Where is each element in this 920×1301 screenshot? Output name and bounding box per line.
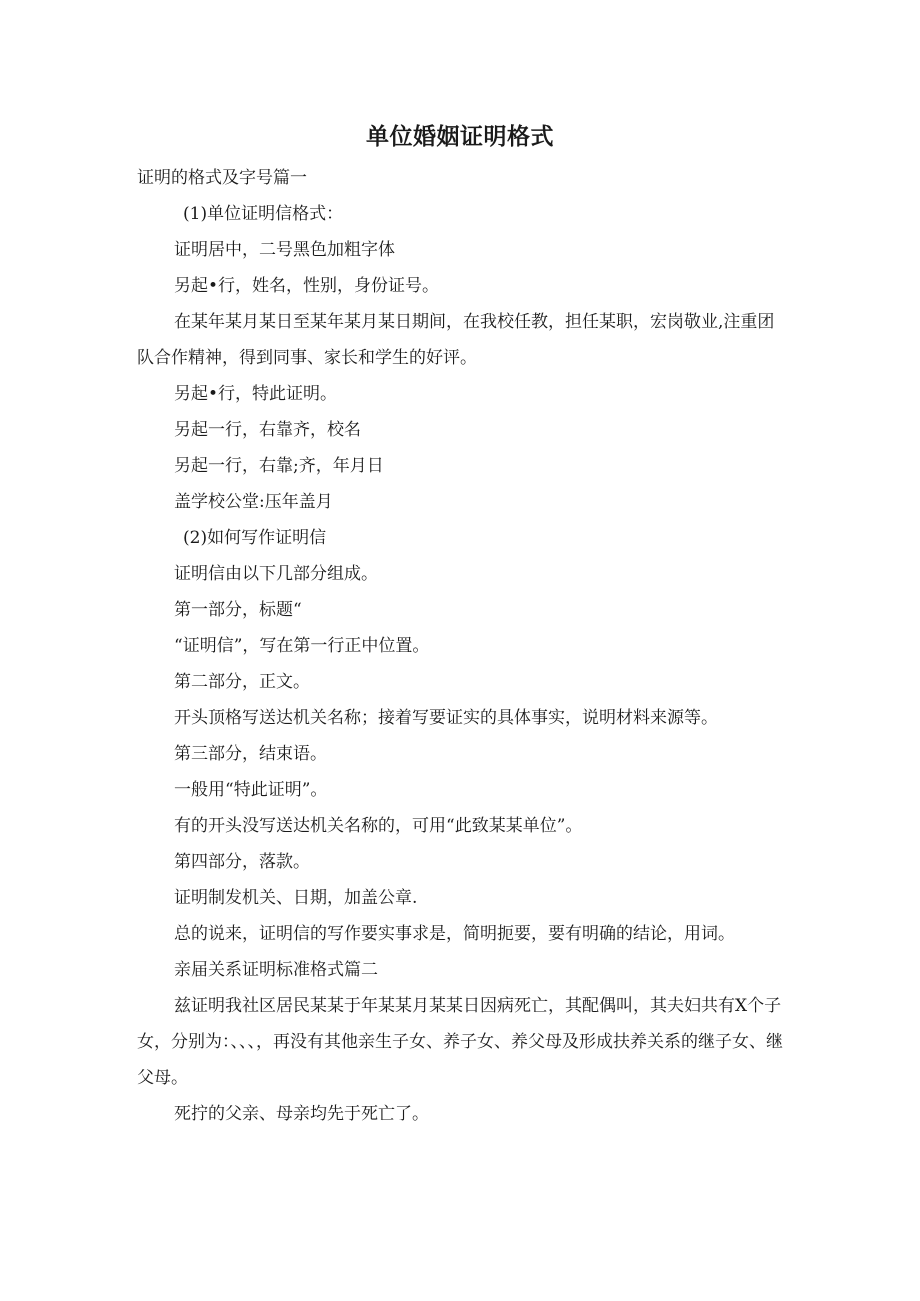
section-heading: 证明的格式及字号篇一 <box>137 168 307 188</box>
document-body <box>137 160 787 1132</box>
paragraph: 第三部分，结束语。 <box>174 744 327 764</box>
paragraph: 证明制发机关、日期，加盖公章. <box>174 888 418 908</box>
paragraph: 有的开头没写送达机关名称的，可用“此致某某单位”。 <box>174 816 583 836</box>
paragraph: 第二部分，正文。 <box>174 672 310 692</box>
paragraph: 死拧的父亲、母亲均先于死亡了。 <box>174 1104 429 1124</box>
paragraph: 盖学校公堂:压年盖月 <box>174 492 333 512</box>
section-heading: 亲届关系证明标准格式篇二 <box>174 960 378 980</box>
paragraph: 证明居中，二号黑色加粗字体 <box>174 240 395 260</box>
paragraph: 开头顶格写送达机关名称；接着写要证实的具体事实，说明材料来源等。 <box>174 708 718 728</box>
paragraph: 另起•行，姓名，性别，身份证号。 <box>174 276 440 296</box>
paragraph: 另起一行，右靠;齐，年月日 <box>174 456 384 476</box>
document-title: 单位婚姻证明格式 <box>366 124 554 150</box>
paragraph: “证明信”，写在第一行正中位置。 <box>174 636 430 656</box>
subsection-heading: (2)如何写作证明信 <box>183 528 327 548</box>
paragraph: 总的说来，证明信的写作要实事求是，简明扼要，要有明确的结论，用词。 <box>174 924 735 944</box>
paragraph: 证明信由以下几部分组成。 <box>174 564 378 584</box>
paragraph: 另起一行，右靠齐，校名 <box>174 420 361 440</box>
paragraph: 另起•行，特此证明。 <box>174 384 338 404</box>
paragraph: 兹证明我社区居民某某于年某某月某某日因病死亡，其配偶叫，其夫妇共有X个子女，分别为：、、、，再没有其他亲生子女、养子女、养父母及形成扶养关系的继子女、继父母。 <box>137 996 783 1088</box>
paragraph: 在某年某月某日至某年某月某日期间，在我校任教，担任某职，宏岗敬业,注重团队合作精神，得到同事、家长和学生的好评。 <box>137 312 775 368</box>
paragraph: 一般用“特此证明”。 <box>174 780 328 800</box>
subsection-heading: (1)单位证明信格式： <box>183 204 344 224</box>
paragraph: 第一部分，标题“ <box>174 600 302 620</box>
paragraph: 第四部分，落款。 <box>174 852 310 872</box>
